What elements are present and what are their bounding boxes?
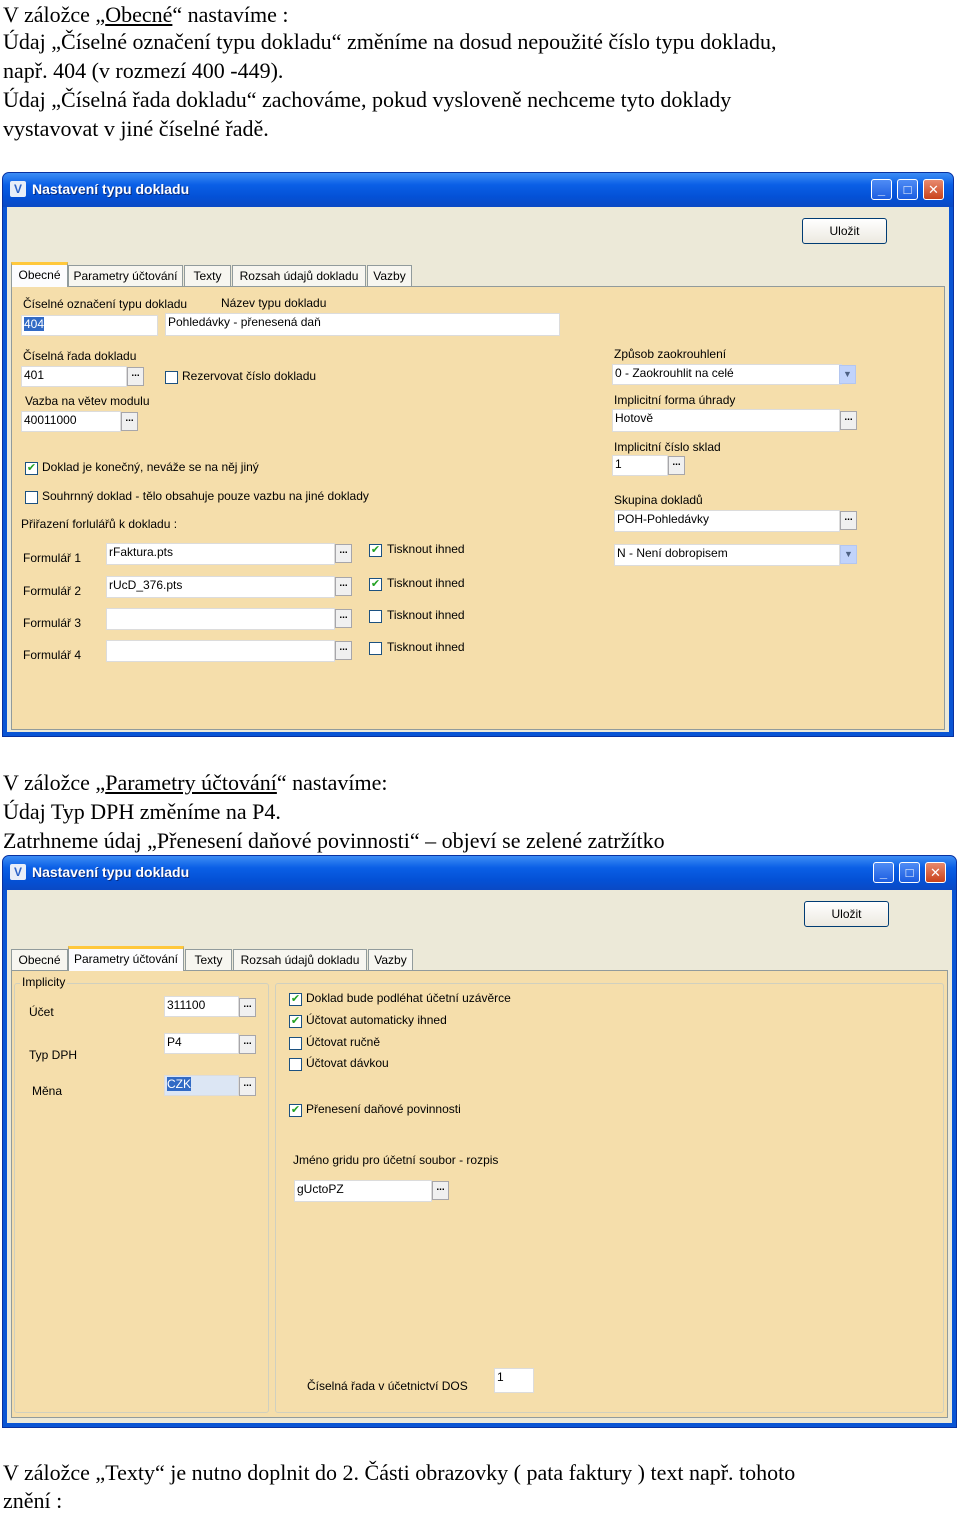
- currency-label: Měna: [32, 1084, 63, 1098]
- intro-tab-name: Obecné: [105, 2, 173, 27]
- reverse-charge-label: Přenesení daňové povinnosti: [306, 1102, 461, 1116]
- grid-name-lookup-button[interactable]: ...: [432, 1181, 449, 1200]
- tab-links[interactable]: Vazby: [367, 265, 412, 287]
- tab-links[interactable]: Vazby: [368, 949, 413, 971]
- close-button[interactable]: ✕: [923, 179, 944, 200]
- form-1-label: Formulář 1: [23, 551, 82, 565]
- warehouse-lookup-button[interactable]: ...: [668, 456, 685, 475]
- account-lookup-button[interactable]: ...: [239, 998, 256, 1017]
- app-icon: V: [10, 181, 26, 197]
- middle-line-3: Zatrhneme údaj „Přenesení daňové povinnosti“ – objeví se zelené zatržítko: [3, 828, 665, 853]
- doc-type-name-label: Název typu dokladu: [221, 296, 327, 310]
- maximize-button[interactable]: □: [899, 862, 920, 883]
- doc-type-name-input[interactable]: Pohledávky - přenesená daň: [165, 313, 560, 336]
- form-4-print-checkbox[interactable]: [369, 642, 382, 655]
- grid-name-label: Jméno gridu pro účetní soubor - rozpis: [293, 1153, 499, 1167]
- form-4-lookup-button[interactable]: ...: [335, 641, 352, 660]
- auto-post-checkbox[interactable]: ✔: [290, 1015, 301, 1027]
- forms-assignment-label: Přiřazení forlulářů k dokladu :: [21, 517, 178, 531]
- outro-line-1: V záložce „Texty“ je nutno doplnit do 2. Části obrazovky ( pata faktury ) text např. tohoto: [3, 1460, 796, 1485]
- form-2-input[interactable]: rUcD_376.pts: [106, 576, 335, 598]
- payment-form-label: Implicitní forma úhrady: [614, 393, 736, 407]
- tab-document-data-range[interactable]: Rozsah údajů dokladu: [233, 949, 367, 971]
- currency-input[interactable]: CZK: [164, 1075, 239, 1096]
- form-2-print-checkbox[interactable]: ✔: [370, 578, 381, 590]
- tab-posting-parameters[interactable]: Parametry účtování: [68, 265, 183, 287]
- batch-post-label: Účtovat dávkou: [306, 1056, 389, 1070]
- maximize-button[interactable]: □: [897, 179, 918, 200]
- tab-general[interactable]: Obecné: [11, 949, 68, 971]
- closing-label: Doklad bude podléhat účetní uzávěrce: [306, 991, 511, 1005]
- form-3-print-checkbox[interactable]: [369, 610, 382, 623]
- form-1-input[interactable]: rFaktura.pts: [106, 543, 335, 565]
- module-branch-lookup-button[interactable]: ...: [121, 412, 138, 431]
- form-3-lookup-button[interactable]: ...: [335, 609, 352, 628]
- warehouse-input[interactable]: 1: [612, 455, 668, 476]
- account-input[interactable]: 311100: [164, 996, 239, 1017]
- series-lookup-button[interactable]: ...: [127, 367, 144, 386]
- intro-line-4: Údaj „Číselná řada dokladu“ zachováme, pokud vysloveně nechceme tyto doklady: [3, 87, 732, 112]
- form-1-lookup-button[interactable]: ...: [335, 544, 352, 563]
- window-title-bar[interactable]: [3, 173, 953, 207]
- middle-tab-name: Parametry účtování: [105, 770, 277, 795]
- doc-type-number-input[interactable]: 404: [21, 315, 158, 336]
- window-client-area: [7, 890, 952, 1423]
- tab-general[interactable]: Obecné: [11, 262, 68, 287]
- vat-type-lookup-button[interactable]: ...: [239, 1035, 256, 1054]
- rounding-label: Způsob zaokrouhlení: [614, 347, 727, 361]
- window-title: Nastavení typu dokladu: [32, 181, 190, 197]
- tab-document-data-range[interactable]: Rozsah údajů dokladu: [232, 265, 366, 287]
- form-2-label: Formulář 2: [23, 584, 82, 598]
- final-document-checkbox[interactable]: ✔: [26, 462, 37, 474]
- outro-line-2: znění :: [3, 1488, 63, 1513]
- vat-type-input[interactable]: P4: [164, 1033, 239, 1054]
- reserve-number-checkbox[interactable]: [165, 371, 178, 384]
- posting-parameters-panel: [11, 970, 948, 1418]
- credit-note-dropdown-icon[interactable]: ▼: [840, 545, 857, 564]
- account-label: Účet: [29, 1005, 54, 1019]
- rounding-select[interactable]: 0 - Zaokrouhlit na celé: [612, 364, 842, 385]
- tab-texts[interactable]: Texty: [184, 265, 231, 287]
- intro-line-3: např. 404 (v rozmezí 400 -449).: [3, 58, 284, 83]
- middle-line-1: V záložce „Parametry účtování“ nastavíme:: [3, 770, 388, 795]
- manual-post-checkbox[interactable]: [289, 1037, 302, 1050]
- save-button[interactable]: Uložit: [802, 218, 887, 244]
- form-2-lookup-button[interactable]: ...: [335, 577, 352, 596]
- reverse-charge-checkbox[interactable]: ✔: [290, 1104, 301, 1116]
- form-2-print-label: Tisknout ihned: [387, 576, 465, 590]
- series-label: Číselná řada dokladu: [23, 349, 137, 363]
- window-client-area: [7, 207, 949, 732]
- module-branch-label: Vazba na větev modulu: [25, 394, 150, 408]
- app-icon: V: [10, 864, 26, 880]
- module-branch-input[interactable]: 40011000: [21, 411, 121, 432]
- save-button[interactable]: Uložit: [804, 901, 889, 927]
- form-3-label: Formulář 3: [23, 616, 82, 630]
- minimize-button[interactable]: _: [873, 862, 894, 883]
- middle-line-2: Údaj Typ DPH změníme na P4.: [3, 799, 281, 824]
- grid-name-input[interactable]: gUctoPZ: [294, 1180, 432, 1202]
- closing-checkbox[interactable]: ✔: [290, 993, 301, 1005]
- dos-series-input[interactable]: 1: [494, 1368, 534, 1393]
- form-4-input[interactable]: [106, 640, 335, 662]
- doc-group-input[interactable]: POH-Pohledávky: [614, 510, 840, 532]
- general-tab-panel: [11, 286, 945, 730]
- window-title: Nastavení typu dokladu: [32, 864, 190, 880]
- intro-line-1: V záložce „Obecné“ nastavíme :: [3, 2, 289, 27]
- batch-post-checkbox[interactable]: [289, 1058, 302, 1071]
- warehouse-label: Implicitní číslo sklad: [614, 440, 721, 454]
- form-1-print-checkbox[interactable]: ✔: [370, 544, 381, 556]
- manual-post-label: Účtovat ručně: [306, 1035, 381, 1049]
- defaults-group-label: Implicity: [22, 975, 66, 989]
- payment-form-lookup-button[interactable]: ...: [840, 411, 857, 430]
- final-document-label: Doklad je konečný, neváže se na něj jiný: [42, 460, 259, 474]
- doc-group-lookup-button[interactable]: ...: [840, 511, 857, 530]
- window-title-bar[interactable]: [3, 856, 956, 890]
- form-3-print-label: Tisknout ihned: [387, 608, 465, 622]
- form-3-input[interactable]: [106, 608, 335, 630]
- reserve-number-label: Rezervovat číslo dokladu: [182, 369, 317, 383]
- document-type-settings-window: [2, 172, 954, 737]
- series-input[interactable]: 401: [21, 366, 127, 387]
- summary-document-label: Souhrnný doklad - tělo obsahuje pouze vazbu na jiné doklady: [42, 489, 369, 503]
- form-4-print-label: Tisknout ihned: [387, 640, 465, 654]
- minimize-button[interactable]: _: [871, 179, 892, 200]
- tab-texts[interactable]: Texty: [185, 949, 232, 971]
- dos-series-label: Číselná řada v účetnictví DOS: [307, 1379, 468, 1393]
- document-type-settings-window-2: [2, 855, 957, 1428]
- summary-document-checkbox[interactable]: [25, 491, 38, 504]
- close-button[interactable]: ✕: [925, 862, 946, 883]
- auto-post-label: Účtovat automaticky ihned: [306, 1013, 447, 1027]
- doc-group-label: Skupina dokladů: [614, 493, 703, 507]
- intro-line-5: vystavovat v jiné číselné řadě.: [3, 116, 269, 141]
- tab-posting-parameters[interactable]: Parametry účtování: [68, 946, 184, 971]
- currency-lookup-button[interactable]: ...: [239, 1077, 256, 1096]
- form-1-print-label: Tisknout ihned: [387, 542, 465, 556]
- vat-type-label: Typ DPH: [29, 1048, 78, 1062]
- intro-line-2: Údaj „Číselné označení typu dokladu“ změníme na dosud nepoužité číslo typu dokladu,: [3, 29, 777, 54]
- doc-type-number-label: Číselné označení typu dokladu: [23, 297, 188, 311]
- credit-note-select[interactable]: N - Není dobropisem: [614, 544, 840, 566]
- payment-form-input[interactable]: Hotově: [612, 409, 840, 432]
- rounding-dropdown-icon[interactable]: ▼: [839, 365, 856, 384]
- form-4-label: Formulář 4: [23, 648, 82, 662]
